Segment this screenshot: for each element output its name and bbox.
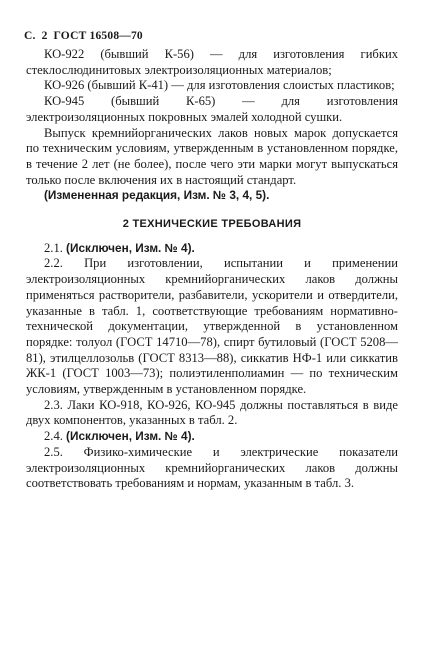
paragraph-ko922: КО-922 (бывший К-56) — для изготовления гибких стеклослюдинитовых электроизоляционных материалов; [26, 47, 398, 77]
paragraph-ko945: КО-945 (бывший К-65) — для изготовления электроизоляционных покровных эмалей холодной сушки. [26, 94, 398, 124]
paragraph-2-3: 2.3. Лаки КО-918, КО-926, КО-945 должны поставляться в виде двух компонентов, указанных в табл. 2. [26, 397, 398, 428]
clause-number: 2.4. [44, 429, 63, 444]
clause-number: 2.1. [44, 240, 63, 255]
paragraph-release: Выпуск кремнийорганических лаков новых марок допускается по техническим условиям, утвержденным в установленном порядке, в течение 2 лет (не более), после чего эти марки могут выпускаться только после включения их в настоящий стандарт. [26, 125, 398, 187]
excluded-note: (Исключен, Изм. № 4). [66, 240, 195, 255]
section-title: 2 ТЕХНИЧЕСКИЕ ТРЕБОВАНИЯ [122, 218, 302, 231]
amendment-note: (Измененная редакция, Изм. № 3, 4, 5). [44, 188, 270, 203]
paragraph-ko926: КО-926 (бывший К-41) — для изготовления слоистых пластиков; [44, 78, 395, 93]
excluded-note: (Исключен, Изм. № 4). [66, 429, 195, 444]
paragraph-2-1 [26, 241, 398, 257]
page-body [26, 47, 398, 492]
paragraph-2-5: 2.5. Физико-химические и электрические показатели электроизоляционных кремнийорганических лаков должны соответствовать требованиям и нормам, указанным в табл. 3. [26, 444, 398, 491]
page-number: 2 [41, 30, 48, 42]
paragraph-2-2: 2.2. При изготовлении, испытании и применении электроизоляционных кремнийорганических лаков должны применяться растворители, разбавители, ускорители и отвердители, указанные в табл. 1, соответствующие требованиям нормативно-технической документации, утвержденной в установленном порядке: толуол (ГОСТ 14710—78), спирт бутиловый (ГОСТ 5208—81), этилцеллозольв (ГОСТ 8313—88), сиккатив НФ-1 или сиккатив ЖК-1 (ГОСТ 1003—73); полиэтиленполиамин — по техническим условиям, утвержденным в установленном порядке. [26, 256, 398, 397]
paragraph-2-4 [26, 429, 398, 445]
standard-code: ГОСТ 16508—70 [53, 30, 143, 42]
page-header [24, 30, 149, 42]
page-prefix: С. [24, 30, 36, 42]
